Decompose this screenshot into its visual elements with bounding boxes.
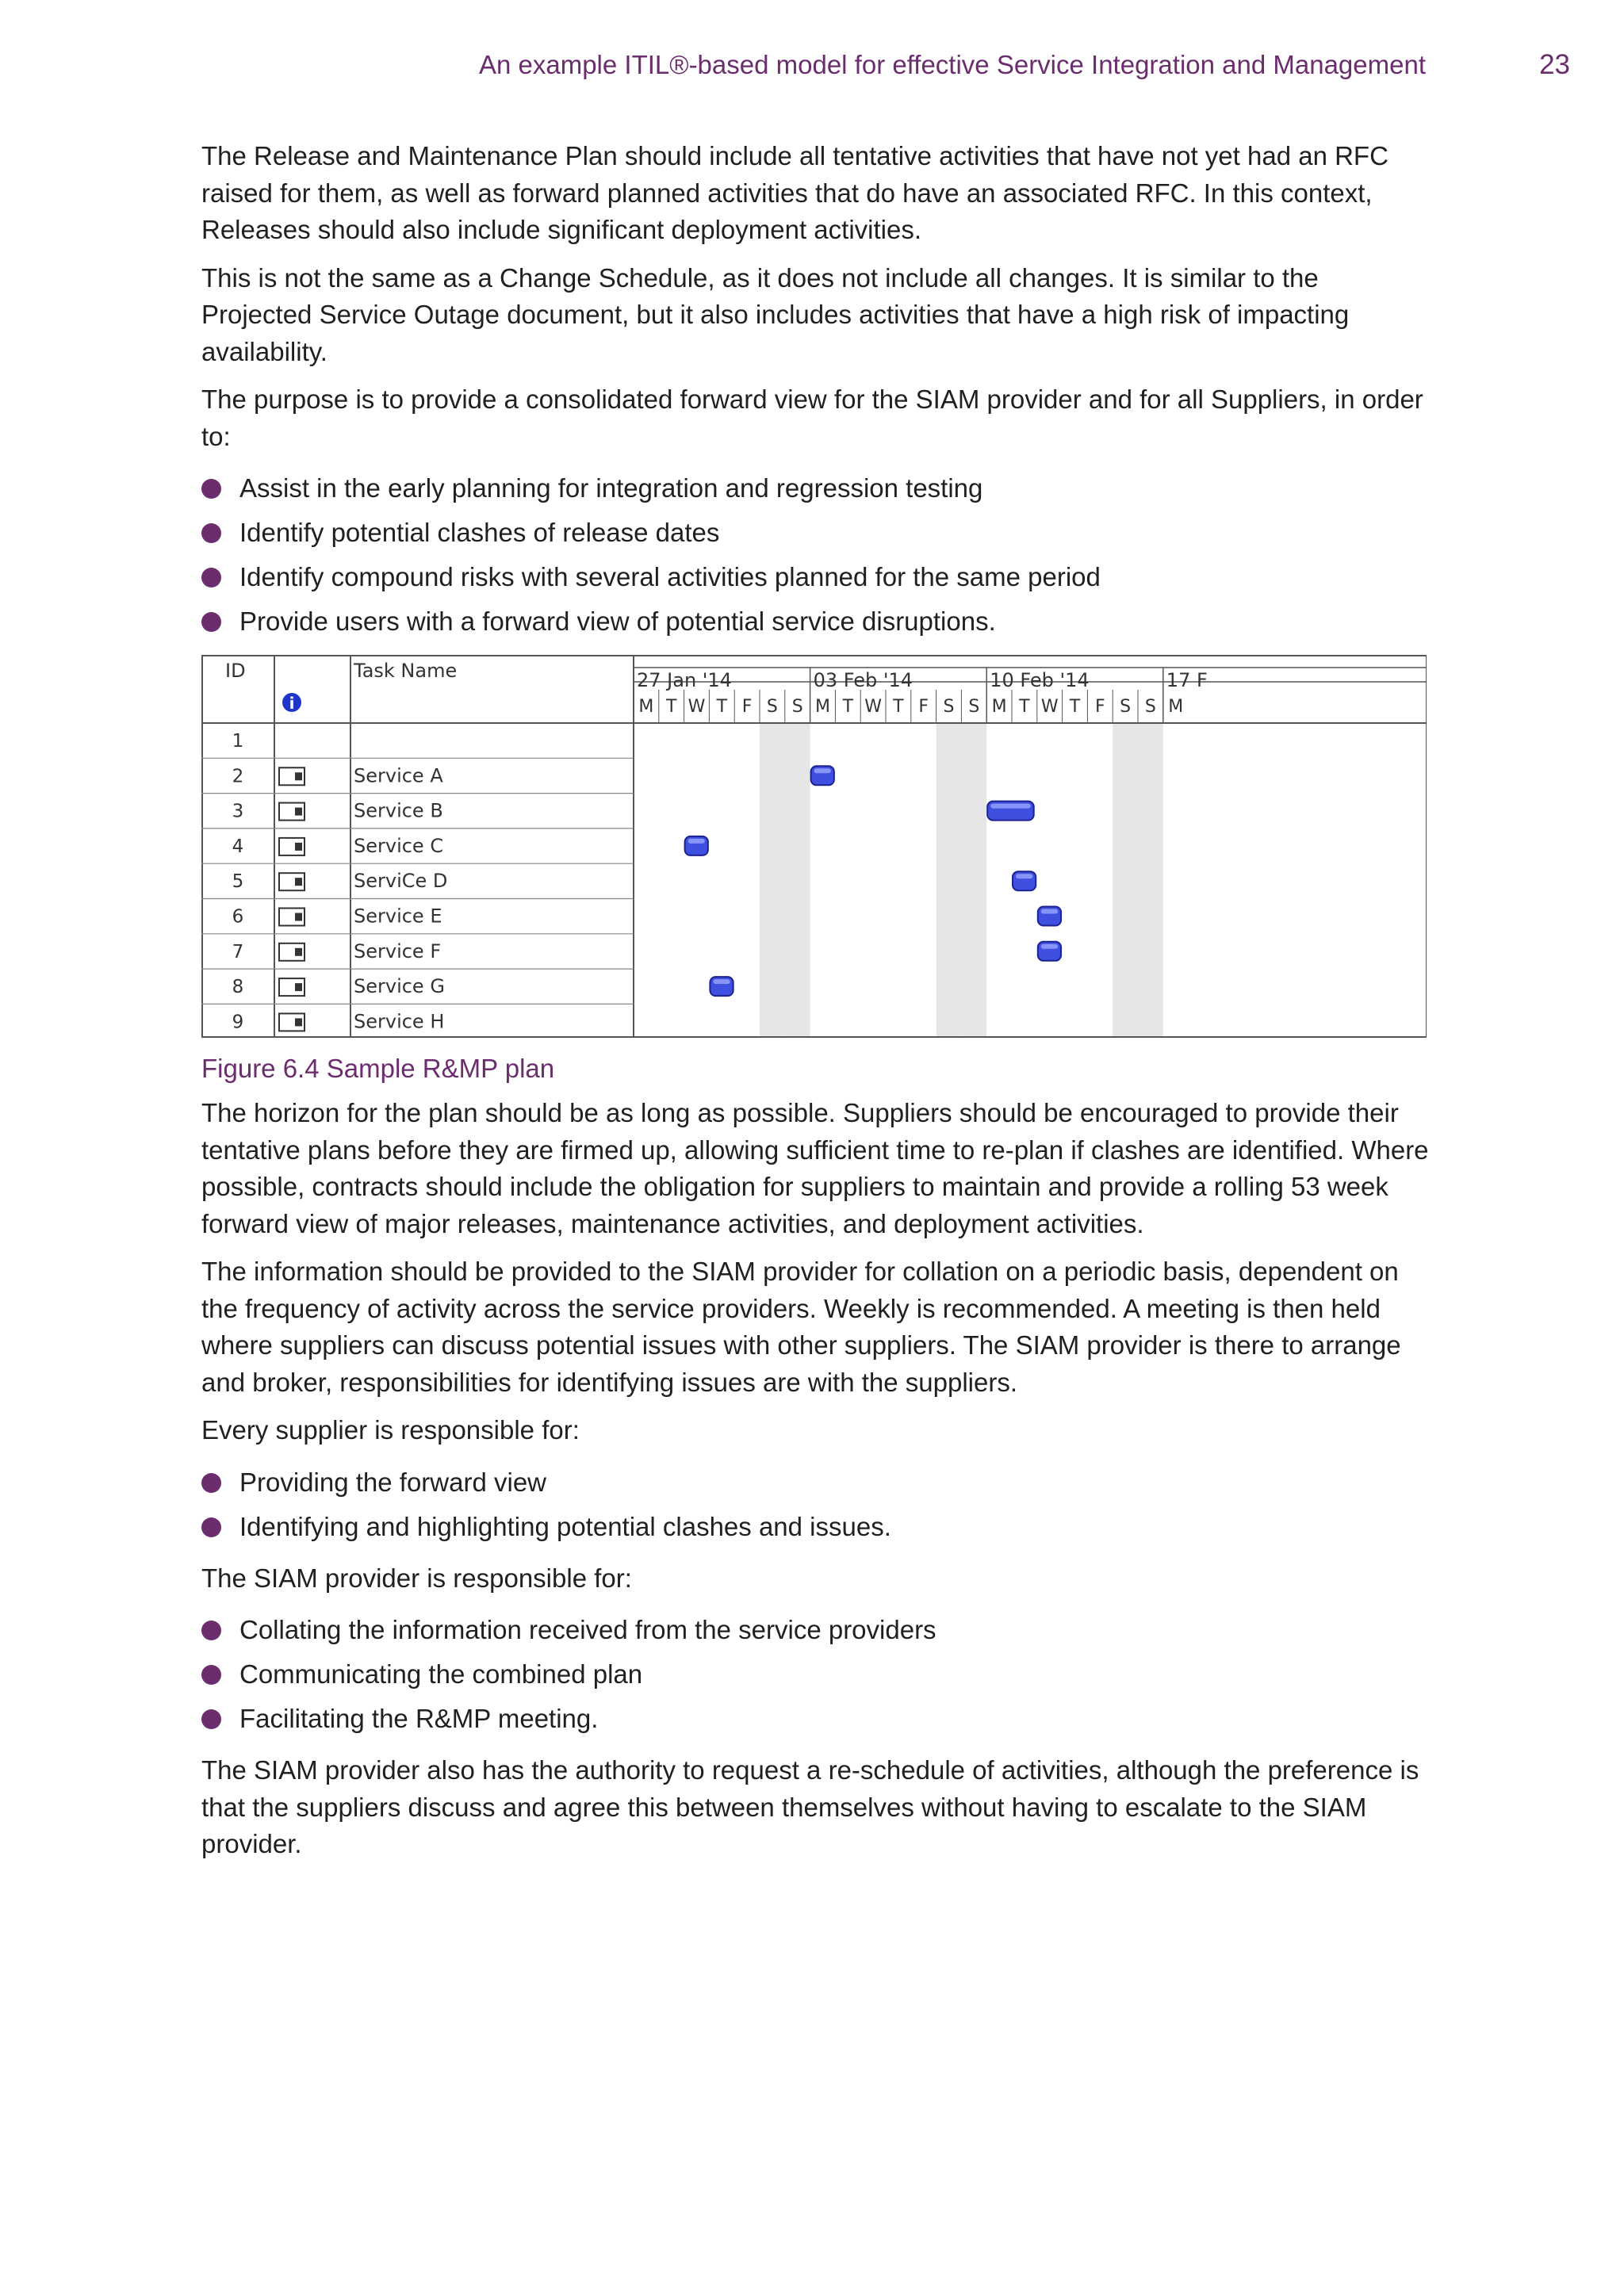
gantt-bar-highlight — [814, 768, 831, 773]
gantt-figure — [201, 655, 1427, 1038]
task-name: Service E — [354, 905, 442, 928]
day-label: T — [716, 697, 728, 717]
list-item: Providing the forward view — [201, 1460, 1431, 1505]
weekend-shading — [961, 723, 986, 1036]
week-label: 03 Feb '14 — [813, 669, 914, 691]
task-name: Service B — [354, 799, 443, 822]
day-label: S — [1120, 697, 1132, 717]
day-label: F — [741, 697, 753, 717]
day-label: M — [638, 697, 654, 717]
task-icon-detail — [295, 878, 302, 886]
bullet-icon — [201, 1517, 221, 1537]
row-id: 4 — [232, 836, 244, 857]
list-item: Collating the information received from the service providers — [201, 1608, 1431, 1652]
day-label: T — [893, 697, 904, 717]
day-label: T — [665, 697, 677, 717]
paragraph-collation: The information should be provided to the SIAM provider for collation on a periodic basis, dependent on the frequency of activity across the service providers. Weekly is recommended. A meeting is then held where suppliers can discuss potential issues with other suppliers. The SIAM provider is there to arrange and broker, responsibilities for identifying issues are with the suppliers. — [201, 1257, 1401, 1397]
day-label: S — [943, 697, 955, 717]
day-label: T — [842, 697, 854, 717]
list-item: Assist in the early planning for integration and regression testing — [201, 466, 1431, 511]
info-icon-glyph: i — [289, 694, 295, 713]
day-label: W — [1040, 697, 1059, 717]
bullet-icon — [201, 1621, 221, 1640]
siam-list — [201, 1608, 1431, 1741]
task-name: Service H — [354, 1010, 445, 1033]
paragraph-supplier-intro: Every supplier is responsible for: — [201, 1415, 580, 1445]
row-id: 5 — [232, 871, 244, 893]
body-text — [201, 138, 1431, 1874]
gantt-bar-highlight — [1016, 874, 1032, 878]
gantt-bar-highlight — [1041, 944, 1058, 949]
task-icon-detail — [295, 843, 302, 851]
running-head: An example ITIL®-based model for effective Service Integration and Management — [478, 50, 1426, 79]
day-label: W — [864, 697, 882, 717]
bullet-icon — [201, 1709, 221, 1729]
weekend-shading — [1113, 723, 1138, 1036]
week-label: 17 F — [1166, 669, 1208, 691]
task-name: Service A — [354, 764, 443, 787]
week-label: 10 Feb '14 — [990, 669, 1090, 691]
paragraph-reschedule: The SIAM provider also has the authority to request a re-schedule of activities, although the preference is that the suppliers discuss and agree this between themselves without having to escalate to the SIAM provider. — [201, 1755, 1419, 1858]
row-id: 1 — [232, 731, 244, 752]
row-id: 9 — [232, 1012, 244, 1033]
paragraph-purpose: The purpose is to provide a consolidated forward view for the SIAM provider and for all Suppliers, in order to: — [201, 385, 1423, 451]
week-label: 27 Jan '14 — [637, 669, 732, 691]
purpose-list — [201, 466, 1431, 644]
day-label: S — [1144, 697, 1156, 717]
gantt-bar-highlight — [713, 979, 730, 984]
day-label: F — [1094, 697, 1105, 717]
day-label: S — [968, 697, 980, 717]
day-label: F — [918, 697, 929, 717]
paragraph-siam-intro: The SIAM provider is responsible for: — [201, 1563, 632, 1593]
bullet-icon — [201, 1665, 221, 1685]
day-label: W — [688, 697, 706, 717]
bullet-icon — [201, 479, 221, 499]
paragraph-horizon: The horizon for the plan should be as long as possible. Suppliers should be encouraged to provide their tentative plans before they are firmed up, allowing sufficient time to re-plan if clashes are identified. Where possible, contracts should include the obligation for suppliers to maintain and provide a rolling 53 week forward view of major releases, maintenance activities, and deployment activities. — [201, 1098, 1429, 1238]
supplier-list — [201, 1460, 1431, 1549]
bullet-icon — [201, 568, 221, 587]
task-name: Service G — [354, 975, 445, 998]
row-id: 7 — [232, 941, 244, 962]
bullet-icon — [201, 612, 221, 632]
task-name: Service C — [354, 834, 444, 857]
day-label: M — [815, 697, 830, 717]
day-label: T — [1069, 697, 1081, 717]
gantt-chart — [201, 655, 1427, 1038]
day-label: M — [991, 697, 1007, 717]
paragraph-release-plan: The Release and Maintenance Plan should include all tentative activities that have not yet had an RFC raised for them, as well as forward planned activities that do have an associated RFC. In this context, Releases should also include significant deployment activities. — [201, 141, 1388, 244]
column-header-task-name: Task Name — [354, 660, 458, 682]
list-item: Provide users with a forward view of potential service disruptions. — [201, 599, 1431, 644]
task-icon-detail — [295, 808, 302, 816]
list-item: Communicating the combined plan — [201, 1652, 1431, 1697]
row-id: 8 — [232, 977, 244, 998]
gantt-bar-highlight — [688, 839, 705, 844]
task-icon-detail — [295, 983, 302, 991]
row-id: 3 — [232, 801, 244, 822]
day-label: M — [1168, 697, 1184, 717]
day-label: S — [766, 697, 778, 717]
page-number: 23 — [1539, 49, 1570, 80]
weekend-shading — [785, 723, 810, 1036]
weekend-shading — [760, 723, 785, 1036]
task-icon-detail — [295, 772, 302, 780]
day-label: T — [1019, 697, 1030, 717]
task-name: ServiCe D — [354, 870, 448, 893]
list-item: Identify potential clashes of release dates — [201, 511, 1431, 555]
bullet-icon — [201, 523, 221, 543]
list-item: Identifying and highlighting potential clashes and issues. — [201, 1505, 1431, 1549]
task-icon-detail — [295, 913, 302, 921]
row-id: 6 — [232, 906, 244, 928]
figure-caption: Figure 6.4 Sample R&MP plan — [201, 1054, 555, 1083]
column-header-id: ID — [225, 660, 246, 682]
gantt-bar-highlight — [1041, 909, 1058, 914]
list-item: Identify compound risks with several activities planned for the same period — [201, 555, 1431, 599]
weekend-shading — [936, 723, 962, 1036]
row-id: 2 — [232, 766, 244, 787]
task-name: Service F — [354, 939, 442, 962]
task-icon-detail — [295, 948, 302, 956]
weekend-shading — [1138, 723, 1163, 1036]
list-item: Facilitating the R&MP meeting. — [201, 1697, 1431, 1741]
gantt-bar-highlight — [990, 804, 1031, 809]
day-label: S — [791, 697, 803, 717]
bullet-icon — [201, 1473, 221, 1493]
task-icon-detail — [295, 1018, 302, 1026]
paragraph-change-schedule: This is not the same as a Change Schedule, as it does not include all changes. It is similar to the Projected Service Outage document, but it also includes activities that have a high risk of impacting availability. — [201, 262, 1350, 366]
